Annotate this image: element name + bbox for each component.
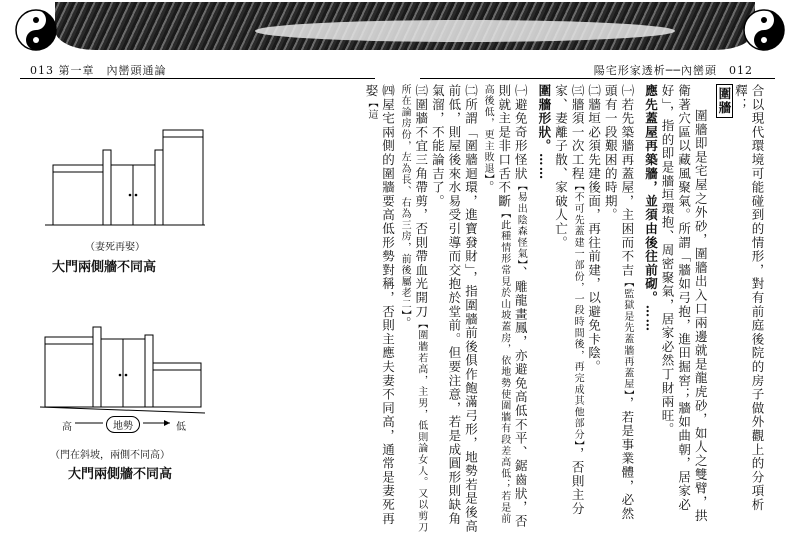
slope-label-high: 高 xyxy=(62,422,72,433)
list-item-shape-4: ㈣屋宅兩側的圍牆要高低形勢對稱，否則主應夫妻不同高，通常是妻死再娶【這 xyxy=(363,84,396,526)
running-header-left: 013 第一章 內巒頭通論 xyxy=(30,64,167,77)
slope-label-terrain: 地勢 xyxy=(106,416,140,433)
body-text xyxy=(205,84,765,534)
header-rule-right xyxy=(420,78,775,79)
list-item-build-3: ㈢牆須一次工程【不可先蓋建一部份，一段時間後，再完成其他部分】，否則主分家、妻離子散、家破人亡。 xyxy=(553,84,586,516)
slope-arrow xyxy=(75,413,175,433)
list-item-build-2: ㈡牆垣必須先建後面，再往前建，以避免卡陰。 xyxy=(586,84,602,374)
header-rule-left xyxy=(20,78,375,79)
yin-yang-icon xyxy=(14,8,58,52)
section-heading-wall-shape: 圍牆形狀。…… xyxy=(536,84,552,181)
intro-paragraph: 合以現代環境可能碰到的情形，對有前庭後院的房子做外觀上的分項析釋； xyxy=(733,84,765,512)
figure-2-title: 大門兩側牆不同高 xyxy=(68,467,173,482)
paragraph-wall: 圍牆即是宅屋之外砂，圍牆出入口兩邊就是龍虎砂，如人之雙臂，拱衛著穴區以藏風聚氣。所謂「牆如弓抱，進田掘窖；牆如曲朝，居家必好」，指的即是牆垣環抱、周密聚氣，居家必然丁財兩旺。 xyxy=(660,84,709,523)
figure-1-caption: （妻死再娶） xyxy=(85,242,145,253)
figure-gate-on-slope xyxy=(40,325,205,420)
list-item-shape-2: ㈡所謂「圍牆迴環，進寶發財」，指圍牆前後俱作飽滿弓形，地勢若是後高前低，則屋後來水易受引導而交抱於堂前。但要注意，若是成圓形則缺角氣溜，不能論吉了。 xyxy=(430,84,479,534)
running-header-right: 陽宅形家透析──內巒頭 012 xyxy=(593,64,753,77)
page-header xyxy=(0,0,793,77)
section-heading-build-order: 應先蓋屋再築牆，並須由後往前砌。…… xyxy=(643,84,659,333)
list-item-shape-1: ㈠避免奇形怪狀【易出陰森怪氣】、雕龍畫鳳，亦避免高低不平、鋸齒狀，否則就主是非口舌不斷【此種情形常見於山坡蓋房，依地勢使圍牆有段差高低；若是前高後低，更主敗退】。 xyxy=(480,84,529,529)
yin-yang-icon xyxy=(742,8,786,52)
list-item-build-1: ㈠若先築牆再蓋屋，主困而不吉【監獄是先蓋牆再蓋屋】，若是事業體，必然頭有一段艱困的時期。 xyxy=(603,84,635,521)
figure-gate-uneven-walls xyxy=(45,110,205,230)
section-heading-wall: 圍牆 xyxy=(715,84,732,534)
list-item-shape-3: ㈢圍牆不宜三角帶剪，否則帶血光開刀【圍牆若高，主男，低則論女人。又以剪刀所在論房份，左為長、右為三房，前後屬老二】。 xyxy=(397,84,429,534)
figure-1-title: 大門兩側牆不同高 xyxy=(52,260,157,275)
figure-2-caption: （門在斜坡，兩側不同高） xyxy=(50,450,170,461)
header-banner xyxy=(55,2,755,50)
slope-label-low: 低 xyxy=(176,422,186,433)
